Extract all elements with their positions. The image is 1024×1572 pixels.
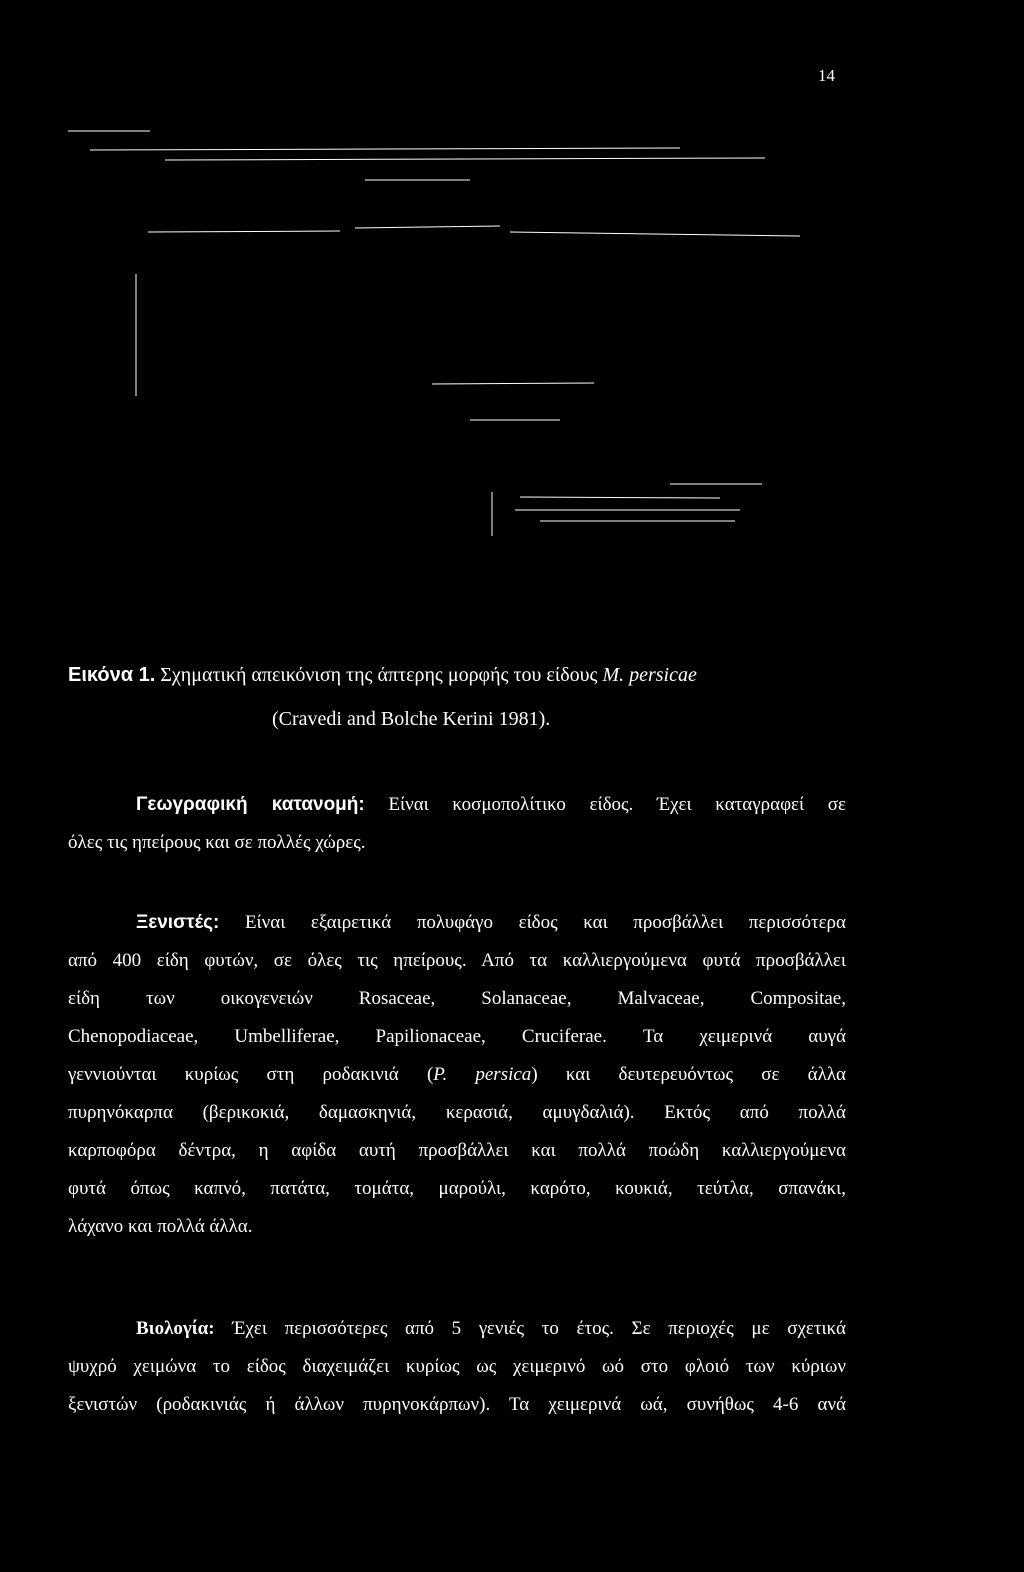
- biology-paragraph: [68, 1310, 846, 1424]
- hosts-line: πυρηνόκαρπα (βερικοκιά, δαμασκηνιά, κερασιά, αμυγδαλιά). Εκτός από πολλά: [68, 1102, 846, 1123]
- caption-text: Σχηματική απεικόνιση της άπτερης μορφής του είδους: [160, 664, 598, 686]
- distribution-heading: Γεωγραφική κατανομή:: [136, 794, 365, 815]
- hosts-heading: Ξενιστές:: [136, 912, 220, 933]
- caption-label: Εικόνα 1.: [68, 664, 156, 686]
- hosts-text: ) και δευτερευόντως σε άλλα: [531, 1064, 846, 1085]
- caption-species: M. persicae: [602, 664, 697, 686]
- figure-caption-line-2: (Cravedi and Bolche Kerini 1981).: [272, 708, 551, 730]
- figure-stroke: [355, 226, 500, 228]
- figure-illustration: [0, 0, 1024, 560]
- biology-line: ψυχρό χειμώνα το είδος διαχειμάζει κυρίως ως χειμερινό ωό στο φλοιό των κύριων: [68, 1356, 846, 1377]
- figure-stroke: [510, 232, 800, 236]
- distribution-line: [68, 786, 846, 824]
- biology-line: ξενιστών (ροδακινιάς ή άλλων πυρηνοκάρπων). Τα χειμερινά ωά, συνήθως 4-6 ανά: [68, 1394, 846, 1415]
- hosts-text: Είναι εξαιρετικά πολυφάγο είδος και προσβάλλει περισσότερα: [244, 912, 846, 933]
- hosts-line: καρποφόρα δέντρα, η αφίδα αυτή προσβάλλει και πολλά ποώδη καλλιεργούμενα: [68, 1140, 846, 1161]
- distribution-paragraph: [68, 786, 846, 862]
- figure-stroke: [90, 148, 680, 150]
- figure-stroke: [432, 383, 594, 384]
- figure-stroke: [148, 231, 340, 232]
- hosts-line: από 400 είδη φυτών, σε όλες τις ηπείρους. Από τα καλλιεργούμενα φυτά προσβάλλει: [68, 950, 846, 971]
- biology-text: Έχει περισσότερες από 5 γενιές το έτος. Σε περιοχές με σχετικά: [232, 1318, 846, 1339]
- page-number: 14: [818, 66, 835, 85]
- biology-line: [68, 1310, 846, 1348]
- figure-stroke: [165, 158, 765, 160]
- biology-heading: Βιολογία:: [136, 1318, 215, 1339]
- distribution-text: Είναι κοσμοπολίτικο είδος. Έχει καταγραφεί σε: [388, 794, 846, 815]
- hosts-line: [68, 1056, 846, 1094]
- figure-caption-line-1: [68, 664, 697, 687]
- hosts-line: φυτά όπως καπνό, πατάτα, τομάτα, μαρούλι, καρότο, κουκιά, τεύτλα, σπανάκι,: [68, 1178, 846, 1199]
- hosts-line: λάχανο και πολλά άλλα.: [68, 1216, 253, 1237]
- hosts-species: P. persica: [433, 1064, 532, 1085]
- hosts-line: είδη των οικογενειών Rosaceae, Solanaceae, Malvaceae, Compositae,: [68, 988, 846, 1009]
- hosts-line: [68, 904, 846, 942]
- hosts-paragraph: [68, 904, 846, 1246]
- hosts-text: γεννιούνται κυρίως στη ροδακινιά (: [68, 1064, 434, 1085]
- hosts-line: Chenopodiaceae, Umbelliferae, Papilionaceae, Cruciferae. Τα χειμερινά αυγά: [68, 1026, 846, 1047]
- distribution-line: όλες τις ηπείρους και σε πολλές χώρες.: [68, 832, 366, 853]
- figure-stroke: [520, 497, 720, 498]
